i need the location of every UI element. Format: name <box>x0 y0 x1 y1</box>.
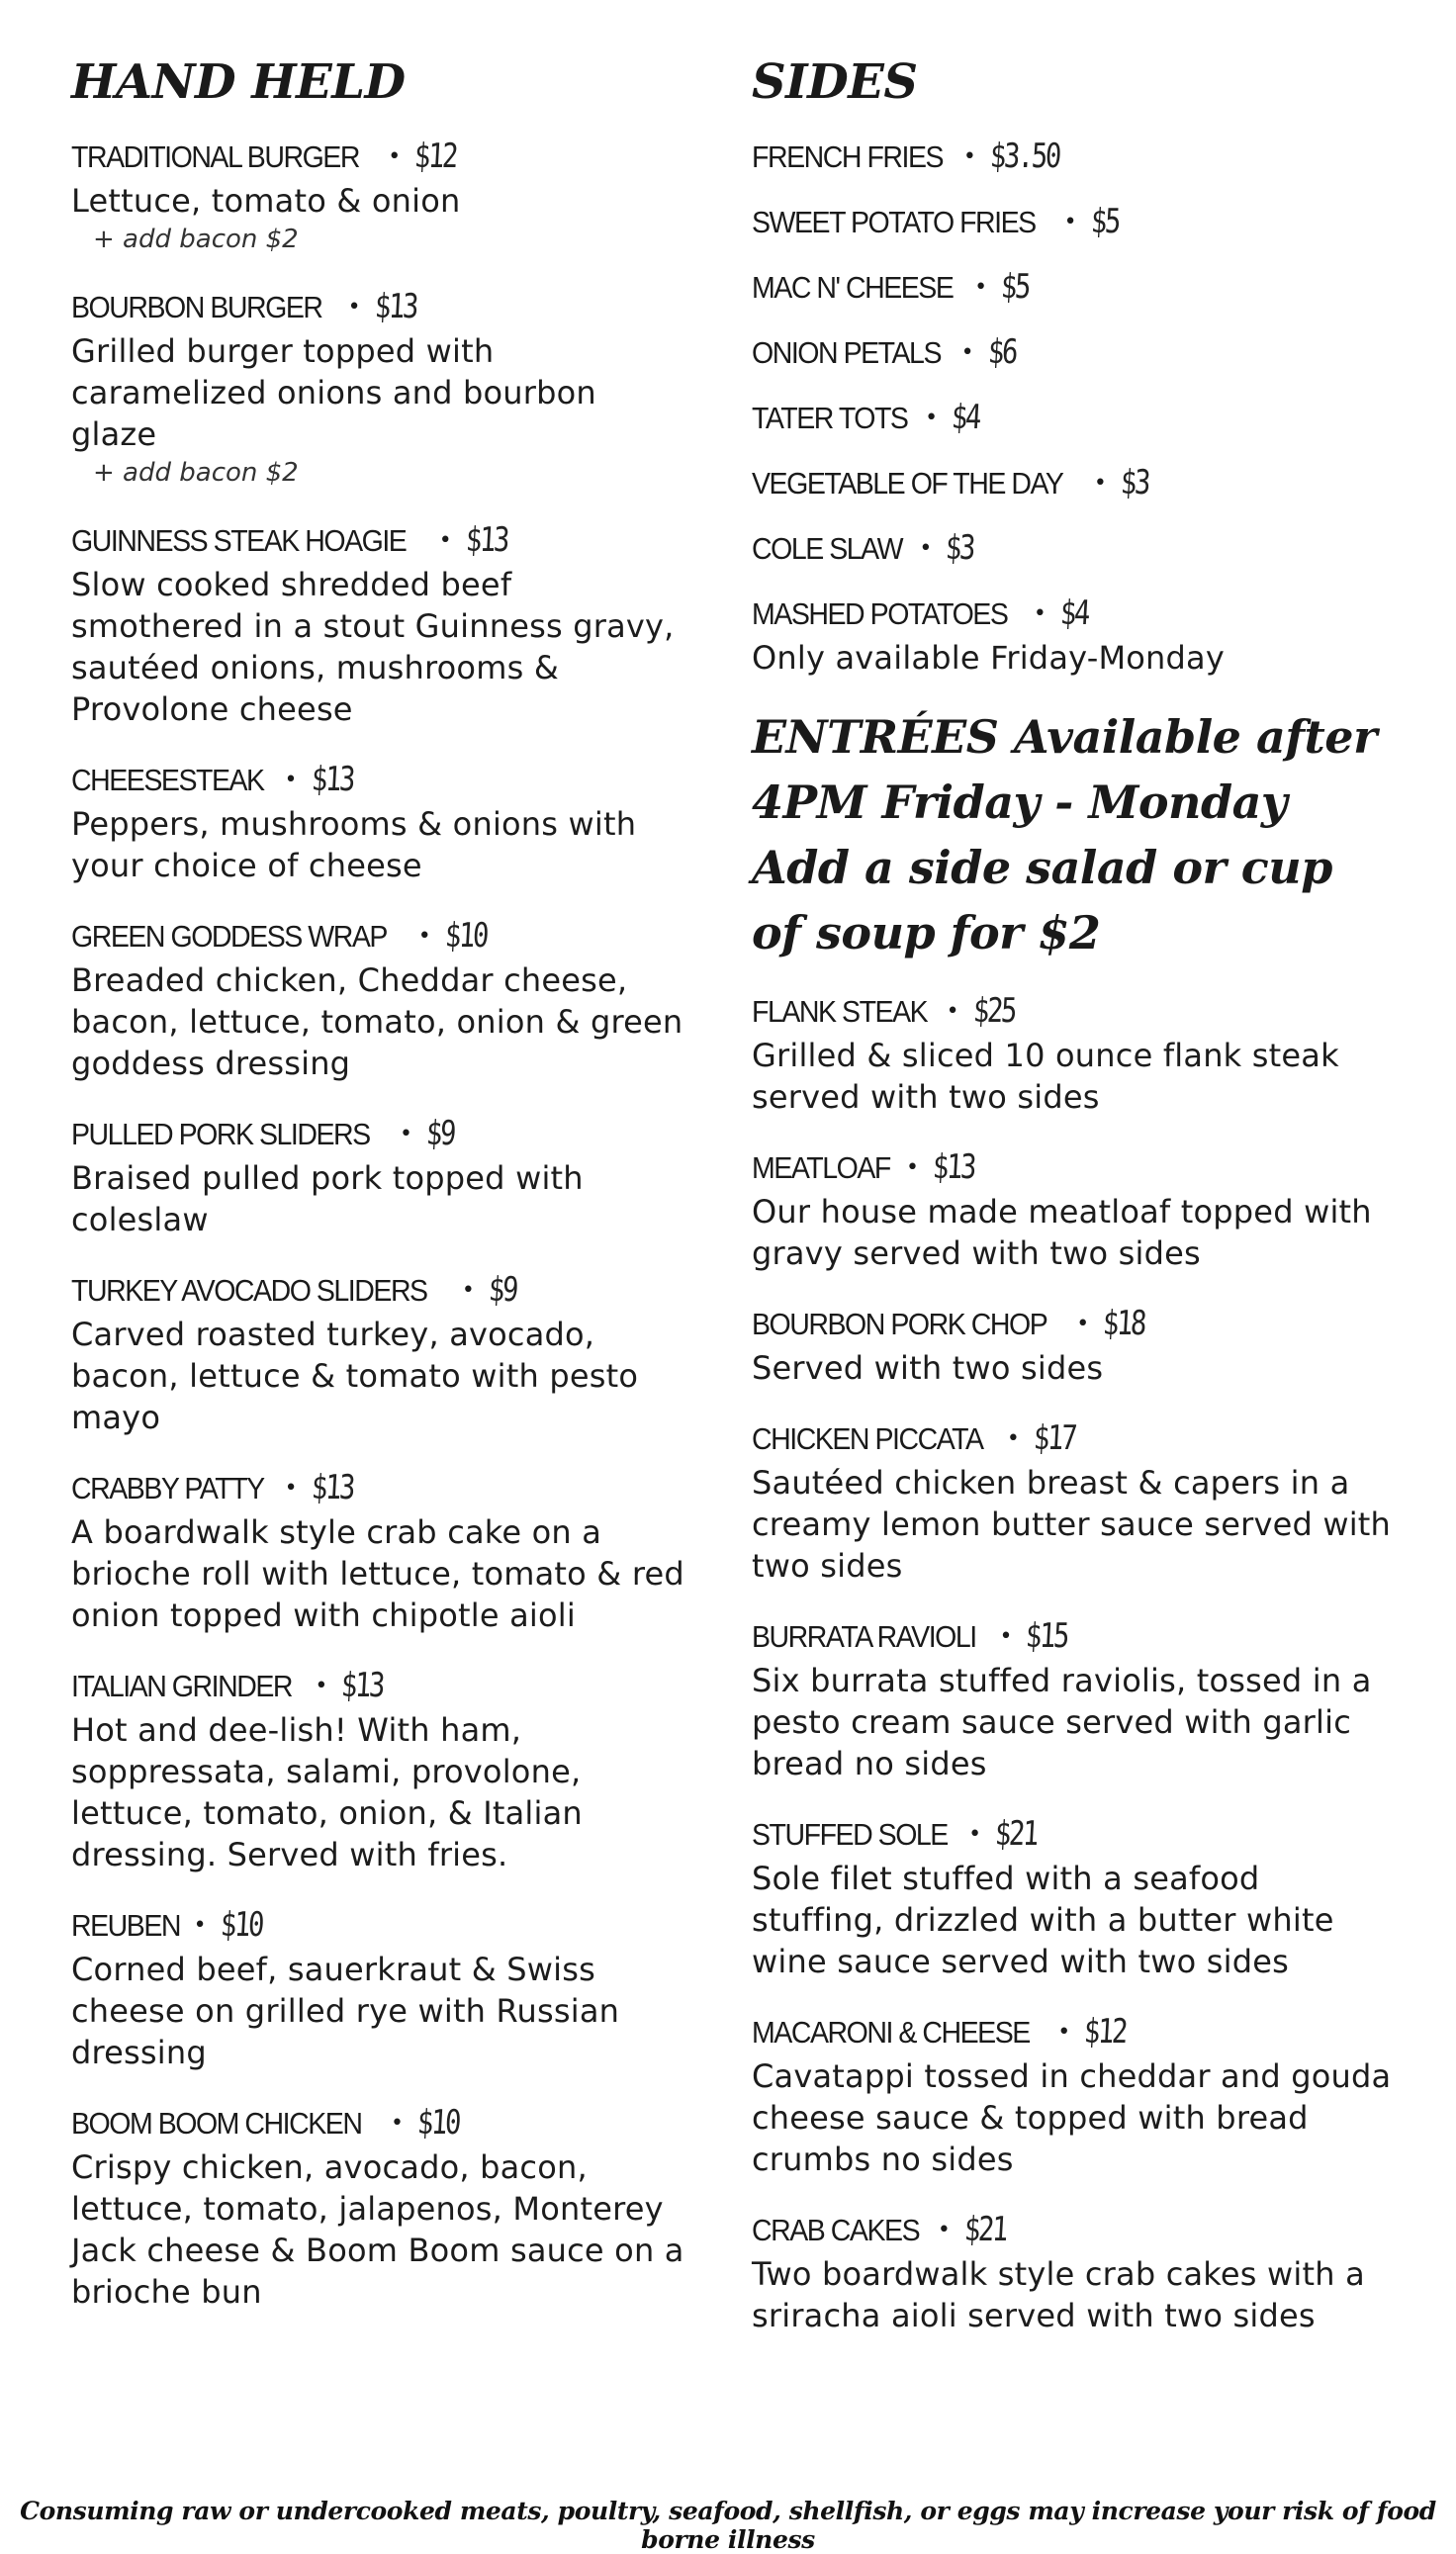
entree-item-meatloaf <box>752 1147 1395 1274</box>
bullet-dot-icon: • <box>968 1822 982 1847</box>
item-price: $15 <box>1025 1616 1069 1656</box>
item-price: $25 <box>971 991 1016 1031</box>
item-description: Six burrata stuffed raviolis, tossed in a pesto cream sauce served with garlic bread no sides <box>752 1662 1372 1782</box>
side-item-tater-tots <box>752 398 1395 441</box>
item-name: GUINNESS STEAK HOAGIE <box>71 523 407 558</box>
bullet-dot-icon: • <box>925 406 939 430</box>
item-description: Cavatappi tossed in cheddar and gouda cheese sauce & topped with bread crumbs no sides <box>752 2057 1392 2178</box>
entree-item-bourbon-pork-chop <box>752 1304 1395 1389</box>
bullet-dot-icon: • <box>347 295 361 319</box>
menu-item-guinness-steak-hoagie <box>71 520 684 730</box>
bullet-dot-icon: • <box>461 1278 475 1303</box>
item-name: FRENCH FRIES <box>752 139 944 174</box>
menu-item-green-goddess-wrap <box>71 916 684 1084</box>
right-column <box>752 51 1395 2366</box>
menu-item-bourbon-burger <box>71 287 684 491</box>
item-price: $12 <box>1083 2012 1128 2052</box>
entree-item-flank-steak <box>752 991 1395 1118</box>
item-description: Hot and dee-lish! With ham, soppressata, salami, provolone, lettuce, tomato, onion, & Italian dressing. Served with fries. <box>71 1711 583 1873</box>
menu-item-boom-boom-chicken <box>71 2103 684 2313</box>
bullet-dot-icon: • <box>946 999 959 1024</box>
menu-item-cheesesteak <box>71 760 684 886</box>
item-price: $3 <box>1119 463 1149 502</box>
item-price: $10 <box>443 916 488 956</box>
item-description: Sautéed chicken breast & capers in a creamy lemon butter sauce served with two sides <box>752 1464 1392 1585</box>
item-price: $9 <box>487 1270 517 1310</box>
menu-item-crabby-patty <box>71 1468 684 1636</box>
item-name: BOOM BOOM CHICKEN <box>71 2106 362 2141</box>
item-name: BOURBON PORK CHOP <box>752 1307 1047 1341</box>
item-name: ONION PETALS <box>752 335 942 370</box>
item-description: Corned beef, sauerkraut & Swiss cheese on grilled rye with Russian dressing <box>71 1951 620 2071</box>
bullet-dot-icon: • <box>1006 1426 1020 1451</box>
side-item-cole-slaw <box>752 528 1395 572</box>
bullet-dot-icon: • <box>1057 2020 1071 2045</box>
item-description: Carved roasted turkey, avocado, bacon, lettuce & tomato with pesto mayo <box>71 1316 639 1436</box>
item-name: TATER TOTS <box>752 401 908 435</box>
entree-item-burrata-ravioli <box>752 1616 1395 1784</box>
item-description: Braised pulled pork topped with coleslaw <box>71 1159 584 1238</box>
item-price: $3.50 <box>988 137 1060 176</box>
bullet-dot-icon: • <box>284 768 298 792</box>
entrees-heading: ENTRÉES Available after 4PM Friday - Monday Add a side salad or cup of soup for $2 <box>752 710 1377 959</box>
item-name: COLE SLAW <box>752 531 903 566</box>
bullet-dot-icon: • <box>284 1476 298 1501</box>
item-name: PULLED PORK SLIDERS <box>71 1117 370 1151</box>
bullet-dot-icon: • <box>315 1674 328 1698</box>
item-price: $18 <box>1102 1304 1146 1343</box>
item-name: BURRATA RAVIOLI <box>752 1619 976 1654</box>
bullet-dot-icon: • <box>391 2111 404 2136</box>
item-description: Lettuce, tomato & onion <box>71 182 461 220</box>
item-name: CHICKEN PICCATA <box>752 1421 983 1456</box>
item-name: ITALIAN GRINDER <box>71 1669 293 1703</box>
item-name: GREEN GODDESS WRAP <box>71 919 387 954</box>
side-item-mac-n-cheese <box>752 267 1395 311</box>
item-price: $13 <box>464 520 508 560</box>
item-price: $12 <box>413 137 458 176</box>
item-description: Grilled & sliced 10 ounce flank steak served with two sides <box>752 1037 1339 1116</box>
menu-item-pulled-pork-sliders <box>71 1114 684 1240</box>
bullet-dot-icon: • <box>438 528 452 553</box>
item-description: Grilled burger topped with caramelized onions and bourbon glaze <box>71 332 596 453</box>
item-name: SWEET POTATO FRIES <box>752 205 1036 239</box>
bullet-dot-icon: • <box>974 275 988 300</box>
item-price: $13 <box>373 287 417 326</box>
menu-item-reuben <box>71 1905 684 2073</box>
item-name: MAC N' CHEESE <box>752 270 954 305</box>
item-price: $5 <box>1089 202 1120 241</box>
bullet-dot-icon: • <box>905 1155 919 1180</box>
item-price: $3 <box>945 528 975 568</box>
item-description: Crispy chicken, avocado, bacon, lettuce, tomato, jalapenos, Monterey Jack cheese & Boom Boom sauce on a brioche bun <box>71 2148 684 2311</box>
bullet-dot-icon: • <box>1076 1312 1090 1336</box>
item-description: Sole filet stuffed with a seafood stuffing, drizzled with a butter white wine sauce served with two sides <box>752 1860 1334 1980</box>
item-description: Peppers, mushrooms & onions with your choice of cheese <box>71 805 637 884</box>
item-name: REUBEN <box>71 1908 181 1943</box>
entree-item-chicken-piccata <box>752 1418 1395 1587</box>
item-name: TURKEY AVOCADO SLIDERS <box>71 1273 427 1308</box>
hand-held-heading: HAND HELD <box>71 54 406 110</box>
item-price: $13 <box>310 1468 354 1507</box>
item-name: CHEESESTEAK <box>71 763 264 797</box>
item-description: Only available Friday-Monday <box>752 639 1225 677</box>
item-price: $10 <box>415 2103 461 2143</box>
item-price: $10 <box>219 1905 263 1945</box>
item-name: VEGETABLE OF THE DAY <box>752 466 1063 501</box>
menu-item-traditional-burger <box>71 137 684 257</box>
item-description: Two boardwalk style crab cakes with a sriracha aioli served with two sides <box>752 2255 1365 2334</box>
food-safety-disclaimer: Consuming raw or undercooked meats, poultry, seafood, shellfish, or eggs may increase your risk of food borne illness <box>20 2497 1436 2554</box>
item-price: $5 <box>999 267 1031 307</box>
bullet-dot-icon: • <box>193 1913 207 1938</box>
bullet-dot-icon: • <box>960 340 974 365</box>
item-price: $6 <box>986 332 1017 372</box>
bullet-dot-icon: • <box>1063 210 1077 234</box>
item-description: A boardwalk style crab cake on a brioche roll with lettuce, tomato & red onion topped with chipotle aioli <box>71 1513 684 1634</box>
item-price: $9 <box>424 1114 456 1153</box>
bullet-dot-icon: • <box>399 1122 412 1146</box>
item-name: CRAB CAKES <box>752 2213 920 2247</box>
item-price: $13 <box>310 760 354 799</box>
item-description: Our house made meatloaf topped with gravy served with two sides <box>752 1193 1372 1272</box>
side-item-onion-petals <box>752 332 1395 376</box>
item-price: $21 <box>962 2210 1007 2249</box>
bullet-dot-icon: • <box>937 2218 951 2242</box>
bullet-dot-icon: • <box>1093 471 1107 496</box>
item-price: $13 <box>931 1147 976 1187</box>
item-price: $17 <box>1032 1418 1076 1458</box>
item-description: Served with two sides <box>752 1349 1104 1387</box>
side-item-vegetable-of-the-day <box>752 463 1395 506</box>
item-name: MEATLOAF <box>752 1150 890 1185</box>
item-name: BOURBON BURGER <box>71 290 322 324</box>
item-name: TRADITIONAL BURGER <box>71 139 359 174</box>
side-item-mashed-potatoes <box>752 593 1395 679</box>
item-price: $21 <box>993 1814 1039 1854</box>
entree-item-stuffed-sole <box>752 1814 1395 1982</box>
bullet-dot-icon: • <box>999 1624 1013 1649</box>
bullet-dot-icon: • <box>919 536 933 561</box>
bullet-dot-icon: • <box>962 144 976 169</box>
item-name: MACARONI & CHEESE <box>752 2015 1030 2050</box>
menu-item-turkey-avocado-sliders <box>71 1270 684 1438</box>
side-item-sweet-potato-fries <box>752 202 1395 245</box>
bullet-dot-icon: • <box>1033 601 1046 626</box>
item-name: MASHED POTATOES <box>752 596 1008 631</box>
side-item-french-fries <box>752 137 1395 180</box>
item-price: $4 <box>1058 593 1089 633</box>
item-description: Breaded chicken, Cheddar cheese, bacon, lettuce, tomato, onion & green goddess dressing <box>71 961 683 1082</box>
sides-heading: SIDES <box>752 54 918 110</box>
item-addon: + add bacon $2 <box>93 225 299 254</box>
item-name: CRABBY PATTY <box>71 1471 264 1505</box>
bullet-dot-icon: • <box>417 924 431 949</box>
bullet-dot-icon: • <box>388 144 402 169</box>
item-price: $13 <box>340 1666 385 1705</box>
hand-held-section <box>71 51 684 2342</box>
item-price: $4 <box>951 398 981 437</box>
menu-item-italian-grinder <box>71 1666 684 1875</box>
item-description: Slow cooked shredded beef smothered in a stout Guinness gravy, sautéed onions, mushrooms & Provolone cheese <box>71 566 675 728</box>
item-name: STUFFED SOLE <box>752 1817 948 1852</box>
entree-item-macaroni-and-cheese <box>752 2012 1395 2180</box>
item-addon: + add bacon $2 <box>93 458 299 488</box>
item-name: FLANK STEAK <box>752 994 928 1029</box>
entree-item-crab-cakes <box>752 2210 1395 2336</box>
